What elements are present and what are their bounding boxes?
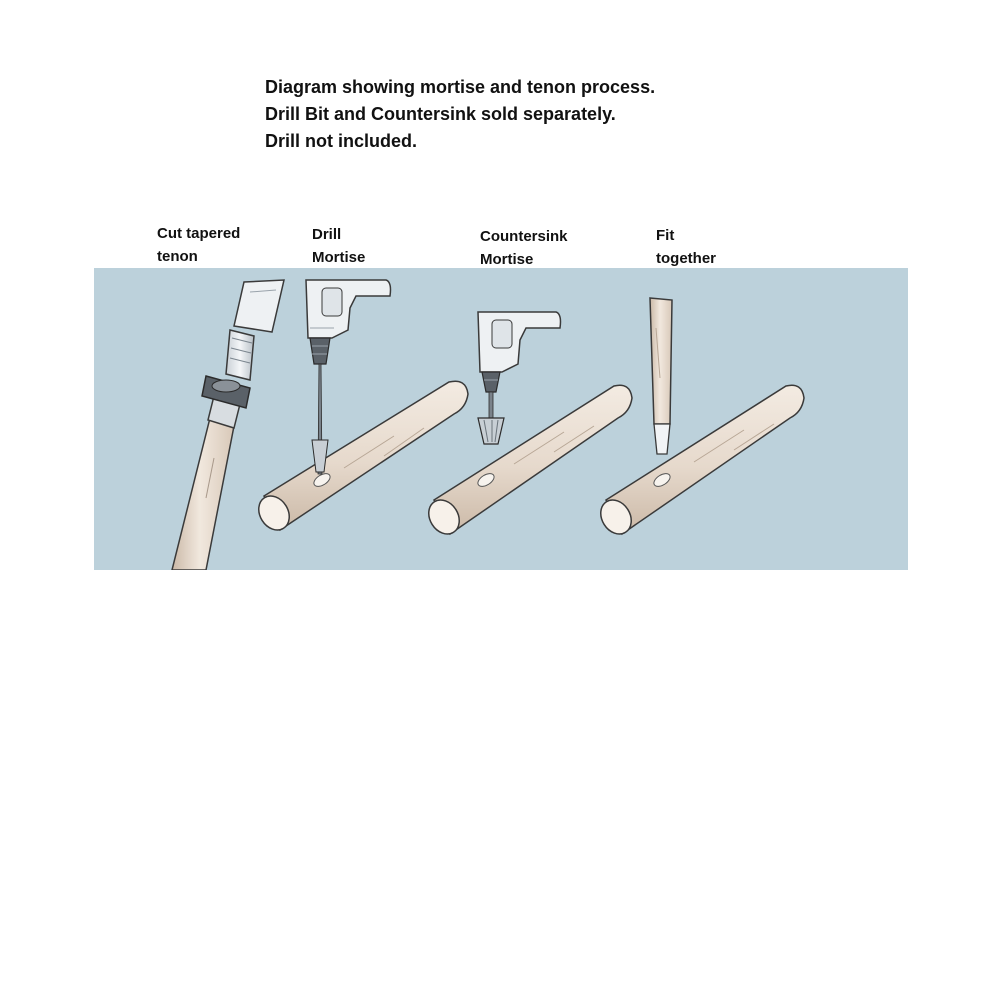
tenon-icon — [654, 424, 670, 454]
diagram-caption — [265, 74, 865, 155]
drill-icon-2 — [478, 312, 561, 392]
step-1-line-1: Cut tapered — [157, 225, 241, 242]
step-label-fit-together — [656, 224, 716, 270]
step-4-line-1: Fit — [656, 227, 675, 244]
drill-mortise-illustration — [253, 280, 468, 536]
step-3-line-1: Countersink — [480, 228, 568, 245]
tenoned-pole-icon — [650, 298, 672, 454]
step-1-line-2: tenon — [157, 248, 198, 265]
cutter-shaft-icon — [226, 330, 254, 380]
step-2-line-2: Mortise — [312, 249, 366, 266]
countersink-mortise-illustration — [423, 312, 632, 540]
step-label-cut-tapered-tenon — [157, 222, 240, 268]
illustration-panel — [94, 268, 908, 570]
caption-line-1: Diagram showing mortise and tenon process. — [265, 77, 656, 97]
fit-together-illustration — [595, 298, 804, 540]
step-4-line-2: together — [656, 250, 716, 267]
drill-body-icon — [234, 280, 284, 332]
step-label-countersink-mortise — [480, 225, 568, 271]
pole-icon — [172, 418, 234, 570]
drill-bit-icon — [312, 364, 328, 474]
drill-icon — [306, 280, 391, 364]
step-label-drill-mortise — [312, 223, 365, 269]
caption-line-2: Drill Bit and Countersink sold separately. — [265, 104, 616, 124]
step-3-line-2: Mortise — [480, 251, 534, 268]
illustration-svg — [94, 268, 908, 570]
step-2-line-1: Drill — [312, 226, 342, 243]
countersink-bit-icon — [478, 392, 504, 444]
caption-line-3: Drill not included. — [265, 131, 417, 151]
